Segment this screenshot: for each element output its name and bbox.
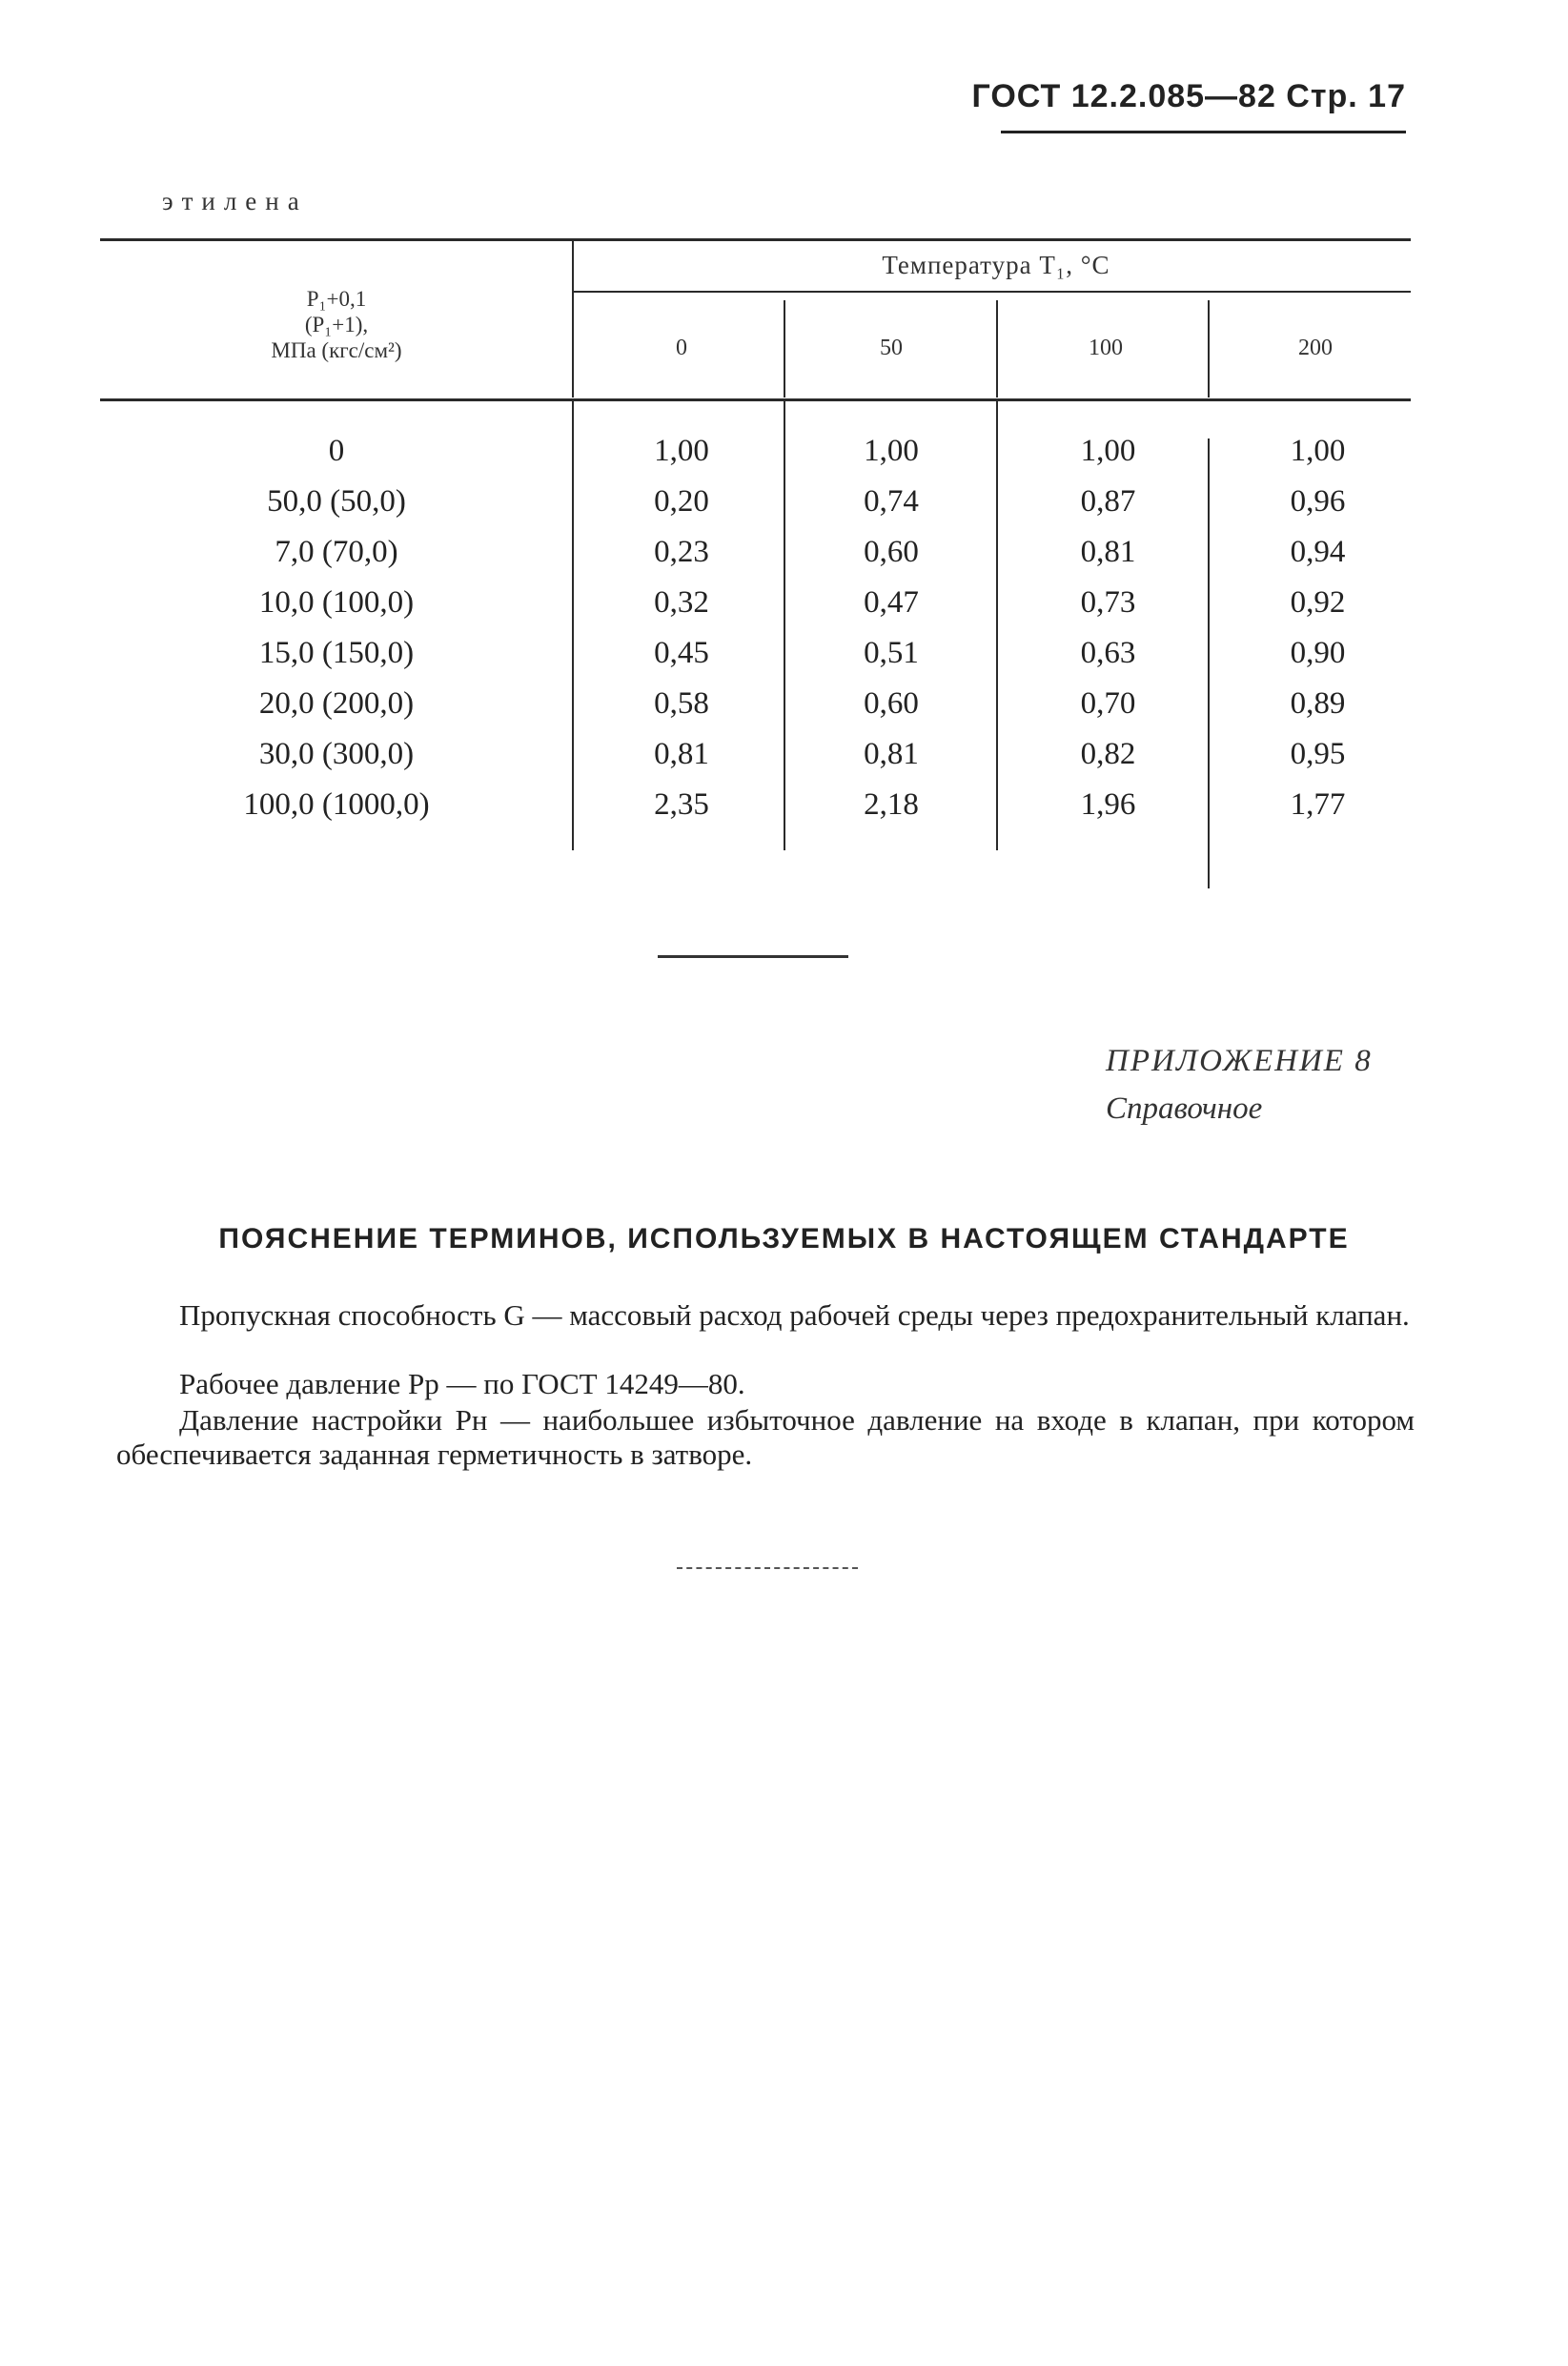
table-cell: 1,96: [1080, 787, 1136, 822]
table-cell: 0,95: [1290, 737, 1346, 771]
stub-header: [103, 286, 570, 363]
col-header: 200: [1298, 336, 1333, 360]
row-stub: 100,0 (1000,0): [243, 787, 430, 822]
stub-header-line: (P₁+1),: [304, 313, 369, 337]
row-stub: 10,0 (100,0): [258, 585, 415, 620]
table-cell: 0,45: [654, 636, 709, 670]
section-separator: [658, 955, 848, 958]
row-stub: 20,0 (200,0): [258, 686, 415, 721]
stub-header-line: МПа (кгс/см²): [271, 338, 402, 362]
table-cell: 1,00: [1290, 434, 1346, 468]
table-cell: 0,82: [1080, 737, 1136, 771]
table-cell: 0,51: [864, 636, 919, 670]
table-row: [0, 434, 1568, 484]
table-cell: 0,87: [1080, 484, 1136, 519]
paragraph: Рабочее давление Pр — по ГОСТ 14249—80.: [179, 1367, 745, 1400]
header-col-divider: [996, 300, 998, 398]
end-separator: [677, 1567, 858, 1569]
table-cell: 0,96: [1290, 484, 1346, 519]
section-title: ПОЯСНЕНИЕ ТЕРМИНОВ, ИСПОЛЬЗУЕМЫХ В НАСТОЯЩЕМ СТАНДАРТЕ: [218, 1223, 1350, 1254]
table-cell: 0,92: [1290, 585, 1346, 620]
table-cell: 0,81: [864, 737, 919, 771]
temperature-group-header: Температура T₁, °C: [882, 251, 1110, 279]
table-row: [0, 535, 1568, 585]
table-cell: 0,32: [654, 585, 709, 620]
table-row: [0, 737, 1568, 787]
table-cell: 1,00: [654, 434, 709, 468]
row-stub: 7,0 (70,0): [275, 535, 398, 569]
group-header-rule: [572, 291, 1411, 293]
table-cell: 0,70: [1080, 686, 1136, 721]
col-header: 50: [880, 336, 903, 360]
col-header: 0: [676, 336, 687, 360]
header-col-divider: [784, 300, 785, 398]
row-stub: 15,0 (150,0): [258, 636, 415, 670]
table-cell: 2,18: [864, 787, 919, 822]
table-cell: 1,77: [1290, 787, 1346, 822]
table-cell: 0,23: [654, 535, 709, 569]
table-cell: 1,00: [864, 434, 919, 468]
page-header: ГОСТ 12.2.085—82 Стр. 17: [971, 78, 1406, 114]
table-row: [0, 686, 1568, 737]
table-cell: 0,89: [1290, 686, 1346, 721]
table-top-rule: [100, 238, 1411, 241]
header-stub-divider: [572, 240, 574, 398]
table-cell: 0,81: [1080, 535, 1136, 569]
header-col-divider: [1208, 300, 1210, 398]
table-cell: 0,90: [1290, 636, 1346, 670]
table-row: [0, 484, 1568, 535]
table-cell: 2,35: [654, 787, 709, 822]
appendix-label: ПРИЛОЖЕНИЕ 8: [1106, 1044, 1373, 1078]
table-cell: 0,73: [1080, 585, 1136, 620]
table-cell: 0,60: [864, 535, 919, 569]
paragraph: Пропускная способность G — массовый расход рабочей среды через предохранительный клапан.: [179, 1298, 1410, 1332]
row-stub: 30,0 (300,0): [258, 737, 415, 771]
row-stub: 0: [328, 434, 345, 468]
table-cell: 1,00: [1080, 434, 1136, 468]
table-cell: 0,60: [864, 686, 919, 721]
table-cell: 0,94: [1290, 535, 1346, 569]
table-cell: 0,74: [864, 484, 919, 519]
col-header: 100: [1089, 336, 1123, 360]
row-stub: 50,0 (50,0): [267, 484, 406, 519]
table-row: [0, 585, 1568, 636]
header-bottom-rule: [100, 398, 1411, 401]
table-cell: 0,47: [864, 585, 919, 620]
header-underline: [1001, 131, 1406, 133]
table-row: [0, 636, 1568, 686]
paragraph: Давление настройки Pн — наибольшее избыточное давление на входе в клапан, при котором обеспечивается заданная герметичность в затворе.: [116, 1403, 1415, 1471]
stub-header-line: P₁+0,1: [306, 287, 367, 311]
table-caption: этилена: [162, 187, 308, 215]
table-cell: 0,63: [1080, 636, 1136, 670]
table-cell: 0,58: [654, 686, 709, 721]
table-row: [0, 787, 1568, 838]
table-cell: 0,81: [654, 737, 709, 771]
table-cell: 0,20: [654, 484, 709, 519]
appendix-subtitle: Справочное: [1106, 1091, 1263, 1126]
